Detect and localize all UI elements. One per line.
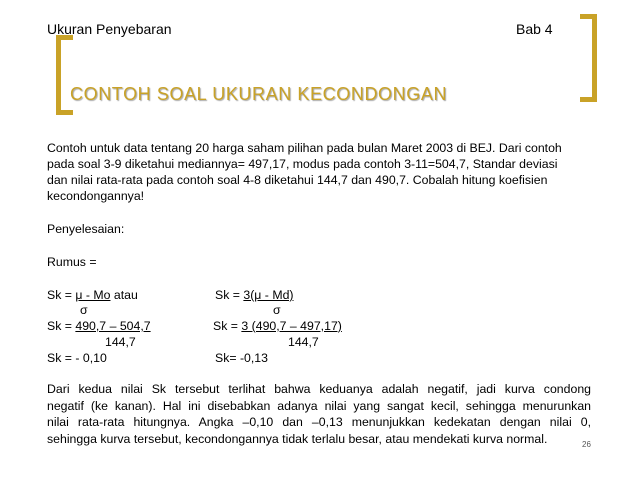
formula-1-sigma: σ bbox=[80, 303, 88, 317]
formula-2-sub-denominator: 144,7 bbox=[288, 335, 319, 349]
formula-1-or: atau bbox=[110, 288, 138, 302]
formula-2-line bbox=[215, 288, 294, 302]
formula-1-result: Sk = - 0,10 bbox=[47, 351, 107, 365]
formula-1-lhs: Sk = bbox=[47, 288, 76, 302]
formula-2-numerator: 3(μ - Md) bbox=[243, 288, 294, 302]
formula-1-substitution bbox=[47, 319, 151, 333]
slide-title: CONTOH SOAL UKURAN KECONDONGAN bbox=[70, 84, 448, 104]
formula-2-substitution bbox=[213, 319, 342, 333]
formula-label: Rumus = bbox=[47, 255, 97, 269]
header-left: Ukuran Penyebaran bbox=[47, 21, 172, 37]
right-bracket-decoration bbox=[580, 14, 597, 102]
intro-line-2: pada soal 3-9 diketahui mediannya= 497,17, modus pada contoh 3-11=504,7, Standar deviasi bbox=[47, 157, 558, 171]
intro-line-3: dan nilai rata-rata pada contoh soal 4-8 diketahui 144,7 dan 490,7. Cobalah hitung koefisien bbox=[47, 173, 548, 187]
page-number: 26 bbox=[582, 440, 591, 449]
formula-2-sub-numerator: 3 (490,7 – 497,17) bbox=[241, 319, 342, 333]
conclusion-line-2: negatif (ke kanan). Hal ini disebabkan adanya nilai yang sangat kecil, sehingga menurunkan bbox=[47, 398, 591, 413]
header-chapter: Bab 4 bbox=[516, 21, 553, 37]
conclusion-paragraph bbox=[47, 381, 591, 447]
formula-2-result: Sk= -0,13 bbox=[215, 351, 268, 365]
formula-1-line bbox=[47, 288, 138, 302]
formula-1-numerator: μ - Mo bbox=[75, 288, 111, 302]
intro-line-4: kecondongannya! bbox=[47, 189, 145, 203]
conclusion-line-3: nilai rata-rata hitungnya. Angka –0,10 dan –0,13 menunjukkan kedekatan dengan nilai 0, bbox=[47, 415, 591, 429]
formula-2-sigma: σ bbox=[273, 303, 281, 317]
formula-1-sub-denominator: 144,7 bbox=[105, 335, 136, 349]
conclusion-line-4: sehingga kurva tersebut, kecondongannya tidak terlalu besar, atau mendekati kurva normal. bbox=[47, 431, 548, 446]
conclusion-line-1: Dari kedua nilai Sk tersebut terlihat bahwa keduanya adalah negatif, jadi kurva condong bbox=[47, 382, 591, 396]
formula-2-sub-lhs: Sk = bbox=[213, 319, 242, 333]
intro-line-1: Contoh untuk data tentang 20 harga saham pilihan pada bulan Maret 2003 di BEJ. Dari contoh bbox=[47, 141, 562, 155]
formula-2-lhs: Sk = bbox=[215, 288, 244, 302]
solution-label: Penyelesaian: bbox=[47, 222, 125, 236]
formula-1-sub-lhs: Sk = bbox=[47, 319, 76, 333]
formula-1-sub-numerator: 490,7 – 504,7 bbox=[75, 319, 151, 333]
